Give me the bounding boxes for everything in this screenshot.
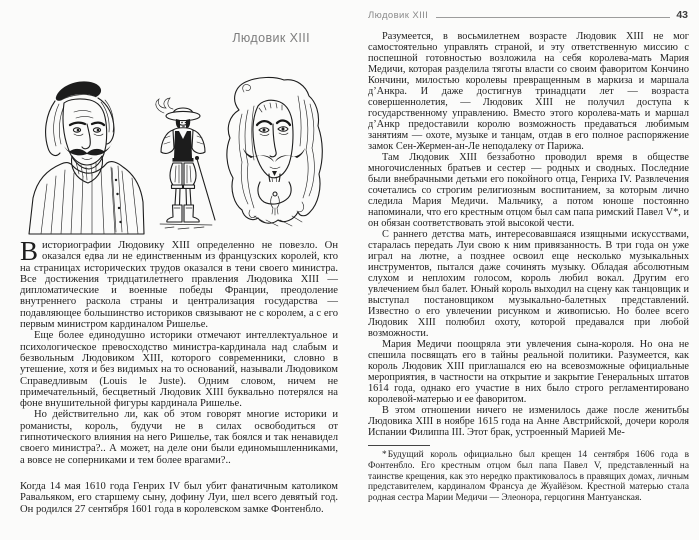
page-number: 43 <box>676 9 688 21</box>
chapter-illustration <box>26 70 334 236</box>
paragraph-text: историографии Людовику XIII определенно не повезло. Он оказался едва ли не единственным из французских королей, кто на страницах исторических трудов оказался в тени своего министра. Все достижения тридцатилетнего правления Людовика XIII — дипломатические и военные победы Франции, преодоление внутреннего раскола страны и централизация государства — подавляющее большинство историков связывают не с королем, а с его первым министром кардиналом Ришелье. <box>20 240 338 331</box>
footnote-rule <box>368 445 430 446</box>
body-paragraph: С раннего детства мать, интересовавшаяся изящными искусствами, старалась передать Луи свою к ним привязанность. В три года он уже играл на лютне, а позднее освоил еще несколько музыкальных инструментов, пытался даже сочинять музыку. Обладая абсолютным слухом и неплохим голосом, король любил вокал. Другим его увлечением был балет. Юный король выходил на сцену как танцовщик и выступал постановщиком музыкально-балетных представлений. Известно о его увлечении рисунком и живописью. Но более всего Людовик XIII полюбил охоту, которой предавался при любой возможности. <box>368 229 689 339</box>
richelieu-head <box>29 81 144 234</box>
header-rule <box>436 16 670 18</box>
page-right <box>350 0 699 540</box>
footnote-body: Будущий король официально был крещен 14 сентября 1606 года в Фонтенбло. Его крестным отцом был папа Павел V, представленный на таинстве крещения, как это нередко практиковалось в правящих домах, личным представителем, кардиналом Франсуа де Жуайёзом. Крестной матерью стала родная сестра Марии Медичи — Элеонора, герцогиня Мантуанская. <box>368 450 689 504</box>
body-paragraph: Когда 14 мая 1610 года Генрих IV был убит фанатичным католиком Равальяком, его старшему сыну, дофину Луи, шел всего девятый год. Он родился 27 сентября 1601 года в королевском замке Фонтенбло. <box>20 480 338 515</box>
drop-cap: В <box>20 236 39 266</box>
footnote <box>368 445 689 504</box>
body-paragraph: Но действительно ли, как об этом говорят многие историки и романисты, король, будучи не в силах освободиться от гипнотического влияния на него Ришелье, так боялся и так ненавидел своего министра?.. А может, на деле они были единомышленниками, а вовсе не соперниками и тем более врагами?.. <box>20 409 338 466</box>
body-paragraph: Мария Медичи поощряла эти увлечения сына-короля. Но она не спешила посвящать его в тайны реальной политики. Разумеется, как король Людовик XIII приглашался ею на всевозможные официальные мероприятия, в частности на открытие и закрытие Генеральных штатов 1614 года, однако его участие в них было строго регламентировано королевой-матерью и ее фаворитом. <box>368 339 689 405</box>
engraving-caricature-icon <box>26 70 334 236</box>
body-paragraph: Там Людовик XIII беззаботно проводил время в обществе многочисленных братьев и сестер — родных и сводных. Последние были внебрачными детьми его покойного отца, Генриха IV. Развлечения сочетались со строгим религиозным воспитанием, за которым лично следила Мария Медичи. Мальчику, а потом юноше постоянно напоминали, что его крестным отцом был сам папа римский Павел V*, и он обязан соответствовать этой высокой чести. <box>368 152 689 229</box>
running-header-title: Людовик XIII <box>368 10 429 21</box>
right-body-text <box>368 31 689 504</box>
running-header <box>368 9 688 21</box>
body-paragraph <box>20 236 338 331</box>
louis-head <box>227 77 322 226</box>
footnote-marker: * <box>382 450 387 460</box>
left-body-text <box>20 236 338 515</box>
body-paragraph: Разумеется, в восьмилетнем возрасте Людовик XIII не мог самостоятельно управлять страной, и эту ответственную миссию с поспешной готовностью возложила на себя королева-мать Мария Медичи, которая разделила тяготы власти со своим фаворитом Кончино Кончини, милостью королевы превращенным в маркиза и маршала д’Анкра. И даже достигнув тринадцати лет — возраста совершеннолетия, — Людовик XIII не получил доступа к государственному управлению. Вместо этого королева-мать и маршал д’Анкр предоставили королю возможность предаваться любимым занятиям — охоте, музыке и танцам, отдав в его полное распоряжение замок Сен-Жермен-ан-Ле неподалеку от Парижа. <box>368 31 689 152</box>
footnote-text <box>368 450 689 504</box>
body-paragraph: В этом отношении ничего не изменилось даже после женитьбы Людовика XIII в ноябре 1615 года на Анне Австрийской, дочери короля Испании Филиппа III. Этот брак, устроенный Марией Ме- <box>368 405 689 438</box>
musketeer-figure <box>156 98 215 229</box>
body-paragraph: Еще более единодушно историки отмечают интеллектуальное и психологическое превосходство министра-кардинала над слабым и безвольным Людовиком XIII, которого современники, словно в утешение, хотя и без видимых на то оснований, называли Людовиком Справедливым (Louis le Juste). Одним словом, ничем не примечательный, бесцветный Людовик XIII буквально потерялся на фоне внушительной фигуры кардинала Ришелье. <box>20 330 338 410</box>
chapter-title: Людовик XIII <box>232 31 310 45</box>
